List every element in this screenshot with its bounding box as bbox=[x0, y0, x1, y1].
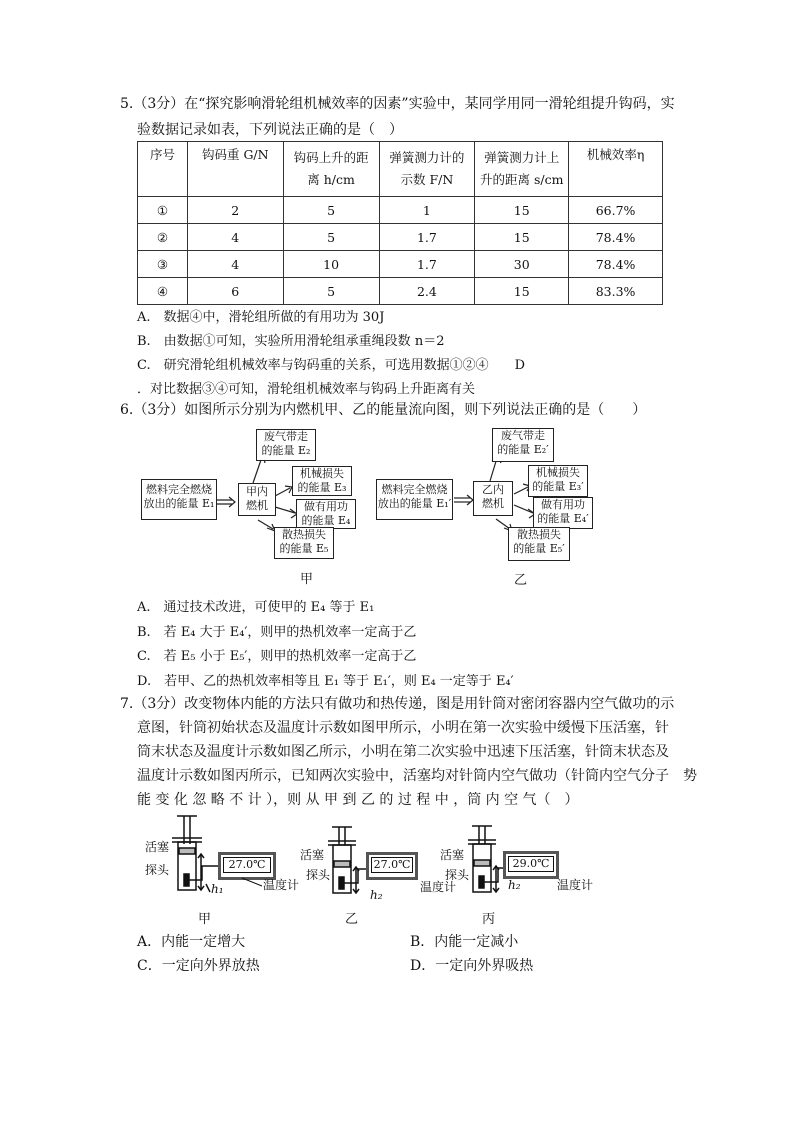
q7-stem-line3: 筒末状态及温度计示数如图乙所示，小明在第二次实验中迅速下压活塞，针筒末状态及 bbox=[137, 744, 669, 760]
table-cell: 78.4% bbox=[569, 251, 663, 278]
thermometer-label: 温度计 bbox=[420, 880, 457, 894]
q6-option-d[interactable]: D. 若甲、乙的热机效率相等且 E₁ 等于 E₁′，则 E₄ 一定等于 E₄′ bbox=[137, 674, 514, 689]
caption-yi: 乙 bbox=[345, 912, 359, 927]
header-cell: 弹簧测力计上升的距离 s/cm bbox=[475, 142, 569, 197]
heat-loss-box bbox=[274, 527, 334, 559]
thermometer-label: 温度计 bbox=[557, 878, 594, 892]
mechanical-loss-box bbox=[292, 466, 352, 496]
useful-label-line2: 的能量 E₄ bbox=[301, 514, 351, 527]
table-cell: 15 bbox=[475, 224, 569, 251]
useful-label-line1: 做有用功 bbox=[304, 500, 348, 513]
waste-label-line1: 废气带走 bbox=[501, 429, 545, 442]
q7-stem-line1: 7.（3分）改变物体内能的方法只有做功和热传递，图是用针筒对密闭容器内空气做功的示 bbox=[120, 696, 675, 712]
temperature-readout: 29.0℃ bbox=[508, 856, 554, 872]
table-cell: 30 bbox=[475, 251, 569, 278]
q5-option-d[interactable]: ．对比数据③④可知，滑轮组机械效率与钩码上升距离有关 bbox=[137, 382, 476, 397]
mechanical-loss-box bbox=[528, 465, 588, 497]
caption-yi: 乙 bbox=[514, 573, 528, 588]
fuel-energy-box bbox=[376, 479, 453, 520]
q5-option-b[interactable]: B. 由数据①可知，实验所用滑轮组承重绳段数 n＝2 bbox=[137, 334, 445, 349]
q7-option-b[interactable]: B．内能一定减小 bbox=[410, 934, 519, 950]
q7-option-c[interactable]: C．一定向外界放热 bbox=[137, 958, 260, 974]
piston-label: 活塞 bbox=[440, 848, 465, 862]
probe-label: 探头 bbox=[145, 863, 170, 877]
table-header-row bbox=[138, 142, 663, 197]
useful-label-line2: 的能量 E₄′ bbox=[537, 512, 589, 525]
heat-label-line2: 的能量 E₅′ bbox=[513, 542, 565, 555]
table-cell: 4 bbox=[187, 224, 283, 251]
caption-jia: 甲 bbox=[198, 912, 212, 927]
probe-label: 探头 bbox=[306, 868, 331, 882]
table-cell: 5 bbox=[283, 224, 379, 251]
fuel-label-line1: 燃料完全燃烧 bbox=[146, 483, 212, 496]
fuel-energy-box bbox=[141, 479, 217, 520]
header-cell: 钩码重 G/N bbox=[187, 142, 283, 197]
engine-box bbox=[473, 481, 513, 516]
mech-label-line2: 的能量 E₃ bbox=[297, 481, 347, 494]
waste-gas-energy-box bbox=[492, 428, 554, 462]
heat-label-line1: 散热损失 bbox=[517, 528, 561, 541]
heat-label-line1: 散热损失 bbox=[282, 528, 326, 541]
table-cell: 2.4 bbox=[379, 278, 475, 305]
useful-work-box bbox=[533, 497, 593, 529]
table-cell: 5 bbox=[283, 197, 379, 224]
fuel-label-line2: 放出的能量 E₁ bbox=[143, 497, 215, 510]
header-cell: 钩码上升的距离 h/cm bbox=[283, 142, 379, 197]
table-cell: ② bbox=[138, 224, 188, 251]
table-row bbox=[138, 224, 663, 251]
table-cell: ③ bbox=[138, 251, 188, 278]
q7-stem-line5: 能 变 化 忽 略 不 计 ），则 从 甲 到 乙 的 过 程 中 ，筒 内 空 气（ ） bbox=[137, 792, 579, 808]
q6-option-c[interactable]: C. 若 E₅ 小于 E₅′，则甲的热机效率一定高于乙 bbox=[137, 649, 417, 664]
thermometer-display bbox=[503, 851, 559, 879]
table-cell: 15 bbox=[475, 278, 569, 305]
h2-label: h₂ bbox=[370, 888, 383, 902]
header-cell: 序号 bbox=[138, 142, 188, 197]
q5-option-a[interactable]: A. 数据④中，滑轮组所做的有用功为 30J bbox=[137, 310, 385, 325]
table-cell: 1.7 bbox=[379, 224, 475, 251]
piston-label: 活塞 bbox=[145, 840, 170, 854]
q6-option-b[interactable]: B. 若 E₄ 大于 E₄′，则甲的热机效率一定高于乙 bbox=[137, 625, 417, 640]
caption-jia: 甲 bbox=[300, 572, 314, 587]
useful-label-line1: 做有用功 bbox=[541, 498, 585, 511]
table-cell: 10 bbox=[283, 251, 379, 278]
table-cell: 1.7 bbox=[379, 251, 475, 278]
fuel-label-line2: 放出的能量 E₁′ bbox=[377, 497, 452, 510]
q7-option-a[interactable]: A．内能一定增大 bbox=[137, 934, 246, 950]
table-cell: ④ bbox=[138, 278, 188, 305]
table-cell: 66.7% bbox=[569, 197, 663, 224]
q6-stem: 6.（3分）如图所示分别为内燃机甲、乙的能量流向图，则下列说法正确的是（ ） bbox=[120, 402, 647, 418]
fuel-label-line1: 燃料完全燃烧 bbox=[381, 483, 448, 496]
table-cell: 6 bbox=[187, 278, 283, 305]
q7-stem-line2: 意图，针筒初始状态及温度计示数如图甲所示，小明在第一次实验中缓慢下压活塞，针 bbox=[137, 720, 669, 736]
table-cell: 15 bbox=[475, 197, 569, 224]
mech-label-line1: 机械损失 bbox=[536, 466, 580, 479]
h2-label: h₂ bbox=[508, 878, 521, 892]
q7-option-d[interactable]: D．一定向外界吸热 bbox=[410, 958, 534, 974]
q7-stem-line4: 温度计示数如图丙所示，已知两次实验中，活塞均对针筒内空气做功（针筒内空气分子 势 bbox=[137, 768, 697, 784]
thermometer-label: 温度计 bbox=[263, 878, 300, 892]
heat-label-line2: 的能量 E₅ bbox=[279, 542, 329, 555]
table-cell: 4 bbox=[187, 251, 283, 278]
temperature-readout: 27.0℃ bbox=[223, 857, 271, 873]
thermometer-display bbox=[366, 852, 418, 880]
piston-label: 活塞 bbox=[300, 848, 325, 862]
waste-label-line2: 的能量 E₂′ bbox=[497, 443, 549, 456]
q5-stem-line2: 验数据记录如表，下列说法正确的是（ ） bbox=[137, 122, 403, 138]
table-cell: 83.3% bbox=[569, 278, 663, 305]
table-cell: 5 bbox=[283, 278, 379, 305]
h1-label: h₁ bbox=[211, 882, 224, 896]
waste-gas-energy-box bbox=[256, 429, 316, 461]
table-cell: 78.4% bbox=[569, 224, 663, 251]
mech-label-line2: 的能量 E₃′ bbox=[532, 480, 584, 493]
engine-label-line2: 燃机 bbox=[246, 499, 268, 512]
table-cell: ① bbox=[138, 197, 188, 224]
table-row bbox=[138, 197, 663, 224]
probe-label: 探头 bbox=[445, 868, 470, 882]
q5-option-c[interactable]: C. 研究滑轮组机械效率与钩码重的关系，可选用数据①②④ D bbox=[137, 358, 526, 373]
table-cell: 2 bbox=[187, 197, 283, 224]
table-row bbox=[138, 278, 663, 305]
q5-stem-line1: 5.（3分）在“探究影响滑轮组机械效率的因素”实验中，某同学用同一滑轮组提升钩码，实 bbox=[120, 96, 675, 112]
q5-data-table bbox=[137, 141, 663, 305]
useful-work-box bbox=[296, 499, 356, 529]
caption-bing: 丙 bbox=[482, 912, 496, 927]
heat-loss-box bbox=[508, 527, 570, 561]
engine-box bbox=[238, 483, 276, 516]
temperature-readout: 27.0℃ bbox=[371, 857, 413, 873]
header-cell: 机械效率η bbox=[569, 142, 663, 197]
header-cell: 弹簧测力计的示数 F/N bbox=[379, 142, 475, 197]
engine-label-line1: 甲内 bbox=[246, 485, 268, 498]
waste-label-line2: 的能量 E₂ bbox=[261, 444, 311, 457]
engine-label-line2: 燃机 bbox=[482, 497, 504, 510]
q6-option-a[interactable]: A. 通过技术改进，可使甲的 E₄ 等于 E₁ bbox=[137, 600, 375, 615]
mech-label-line1: 机械损失 bbox=[300, 467, 344, 480]
waste-label-line1: 废气带走 bbox=[264, 430, 308, 443]
table-row bbox=[138, 251, 663, 278]
engine-label-line1: 乙内 bbox=[482, 483, 504, 496]
table-cell: 1 bbox=[379, 197, 475, 224]
